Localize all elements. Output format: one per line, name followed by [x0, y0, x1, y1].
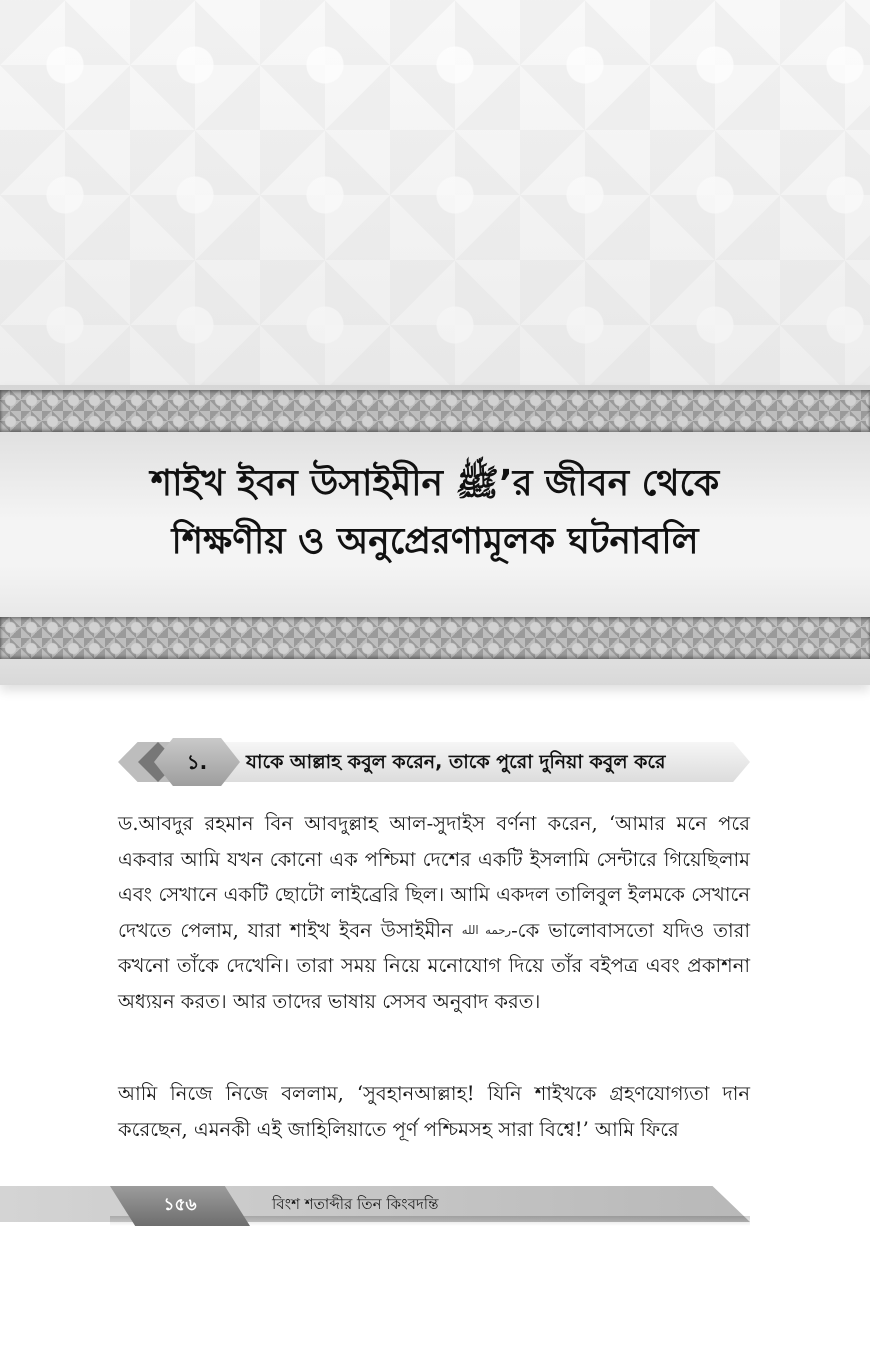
- pattern-strip-top: [0, 390, 870, 432]
- pattern-strip-bottom: [0, 617, 870, 659]
- page-footer: [0, 1186, 870, 1226]
- chapter-title: [0, 455, 870, 571]
- section-number: ১.: [186, 750, 208, 774]
- header-decorative-pattern: [0, 0, 870, 390]
- chapter-title-line-2: শিক্ষণীয় ও অনুপ্রেরণামূলক ঘটনাবলি: [171, 521, 699, 562]
- paragraph-1-text-a: ড.আবদুর রহমান বিন আবদুল্লাহ আল-সুদাইস বর্ণনা করেন, ‘আমার মনে পরে একবার আমি যখন কোনো এক পশ্চিমা দেশের একটি ইসলামি সেন্টারে গিয়েছিলাম এবং সেখানে একটি ছোটো লাইব্রেরি ছিল। আমি একদল তালিবুল ইলমকে সেখানে দেখতে পেলাম, যারা শাইখ ইবন উসাইমীন: [118, 812, 750, 942]
- paragraph-1-text-b: -কে ভালোবাসতো যদিও তারা কখনো তাঁকে দেখেনি। তারা সময় নিয়ে মনোযোগ দিয়ে তাঁর বইপত্র এবং প্রকাশনা অধ্যয়ন করত। আর তাদের ভাষায় সেসব অনুবাদ করত।: [118, 918, 750, 1013]
- chapter-title-line-1: শাইখ ইবন উসাইমীন ﷺ’র জীবন থেকে: [150, 463, 720, 504]
- honorific-calligraphy: رحمه الله: [461, 922, 512, 937]
- body-paragraph-1: [118, 806, 750, 1019]
- page-number: ১৫৬: [163, 1195, 197, 1215]
- body-paragraph-2: আমি নিজে নিজে বললাম, ‘সুবহানআল্লাহ! যিনি শাইখকে গ্রহণযোগ্যতা দান করেছেন, এমনকী এই জাহিলিয়াতে পূর্ণ পশ্চিমসহ সারা বিশ্বে!’ আমি ফিরে: [118, 1082, 750, 1141]
- section-heading: [118, 738, 750, 786]
- section-title: যাকে আল্লাহ কবুল করেন, তাকে পুরো দুনিয়া কবুল করে: [246, 751, 666, 773]
- running-book-title: বিংশ শতাব্দীর তিন কিংবদন্তি: [272, 1195, 439, 1213]
